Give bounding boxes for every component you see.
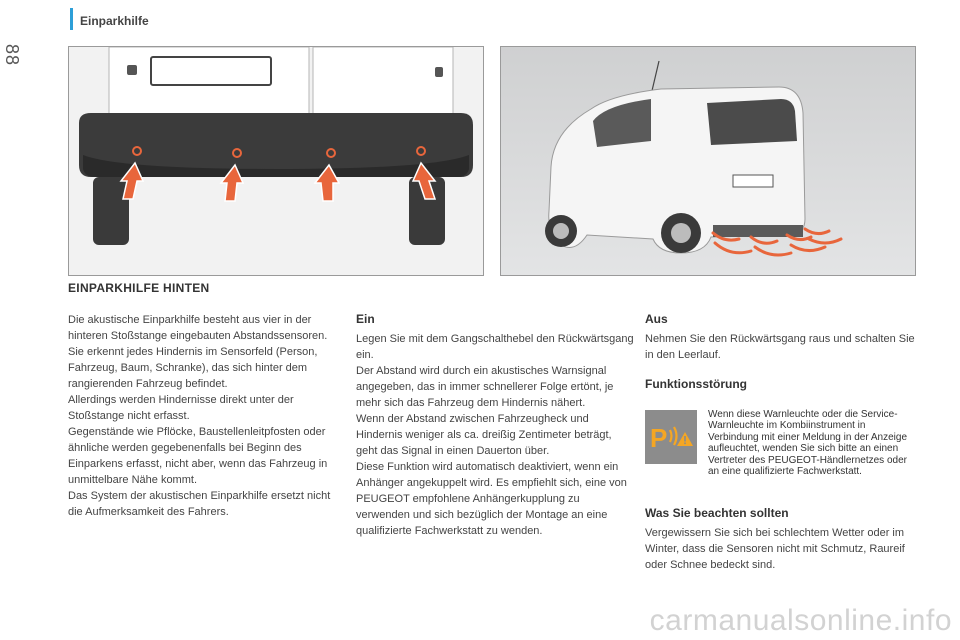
intro-paragraph: Das System der akustischen Einparkhilfe ersetzt nicht die Aufmerksamkeit des Fahrers. xyxy=(68,490,331,518)
rear-bumper-illustration xyxy=(68,46,484,276)
ein-paragraph: Legen Sie mit dem Gangschalthebel den Rückwärtsgang ein. xyxy=(356,333,634,361)
intro-paragraph: Die akustische Einparkhilfe besteht aus vier in der hinteren Stoßstange eingebauten Abstandssensoren. xyxy=(68,314,328,342)
svg-text:P: P xyxy=(650,423,668,453)
ein-paragraph: Wenn der Abstand zwischen Fahrzeugheck und Hindernis weniger als ca. dreißig Zentimeter beträgt, geht das Signal in einen Dauerton über. xyxy=(356,413,612,457)
weather-heading: Was Sie beachten sollten xyxy=(645,506,789,520)
weather-text: Vergewissern Sie sich bei schlechtem Wetter oder im Winter, dass die Sensoren nicht mit Schmutz, Raureif oder Schnee bedeckt sind. xyxy=(645,527,905,571)
ein-paragraph: Der Abstand wird durch ein akustisches Warnsignal angegeben, das in immer schnellerer Folge ertönt, je mehr sich das Fahrzeug dem Hindernis nähert. xyxy=(356,365,614,409)
ein-column xyxy=(356,331,636,539)
warning-light-text: Wenn diese Warnleuchte oder die Service-Warnleuchte im Kombiinstrument in Verbindung mit einer Meldung in der Anzeige aufleuchtet, wenden Sie sich bitte an einen Vertreter des PEUGEOT-Händlernetzes oder an eine qualifizierte Fachwerkstatt. xyxy=(708,409,908,478)
intro-paragraph: Sie erkennt jedes Hindernis im Sensorfeld (Person, Fahrzeug, Baum, Schranke), das sich hinter dem rangierenden Fahrzeug befindet. xyxy=(68,346,318,390)
section-accent-bar xyxy=(70,8,73,30)
aus-heading: Aus xyxy=(645,312,668,326)
intro-paragraph: Gegenstände wie Pflöcke, Baustellenleitpfosten oder ähnliche werden gegebenenfalls bei Beginn des Einparkens erfasst, nicht aber, wenn das Fahrzeug in unmittelbare Nähe kommt. xyxy=(68,426,328,486)
intro-column xyxy=(68,312,343,520)
ein-paragraph: Diese Funktion wird automatisch deaktiviert, wenn ein Anhänger angekuppelt wird. Es empfiehlt sich, eine von PEUGEOT empfohlene Anhängerkupplung zu verwenden und sich bezüglich der Montage an eine qualifizierte Fachwerkstatt zu wenden. xyxy=(356,461,627,537)
funktionsstoerung-heading: Funktionsstörung xyxy=(645,377,747,391)
main-heading: EINPARKHILFE HINTEN xyxy=(68,281,210,295)
intro-paragraph: Allerdings werden Hindernisse direkt unter der Stoßstange nicht erfasst. xyxy=(68,394,294,422)
section-header: Einparkhilfe xyxy=(80,14,149,28)
aus-text: Nehmen Sie den Rückwärtsgang raus und schalten Sie in den Leerlauf. xyxy=(645,333,915,361)
page-number: 88 xyxy=(2,44,22,67)
parking-sensor-warning-icon xyxy=(645,410,697,464)
ein-heading: Ein xyxy=(356,312,375,326)
watermark: carmanualsonline.info xyxy=(649,604,952,637)
van-parking-sensor-illustration xyxy=(500,46,916,276)
